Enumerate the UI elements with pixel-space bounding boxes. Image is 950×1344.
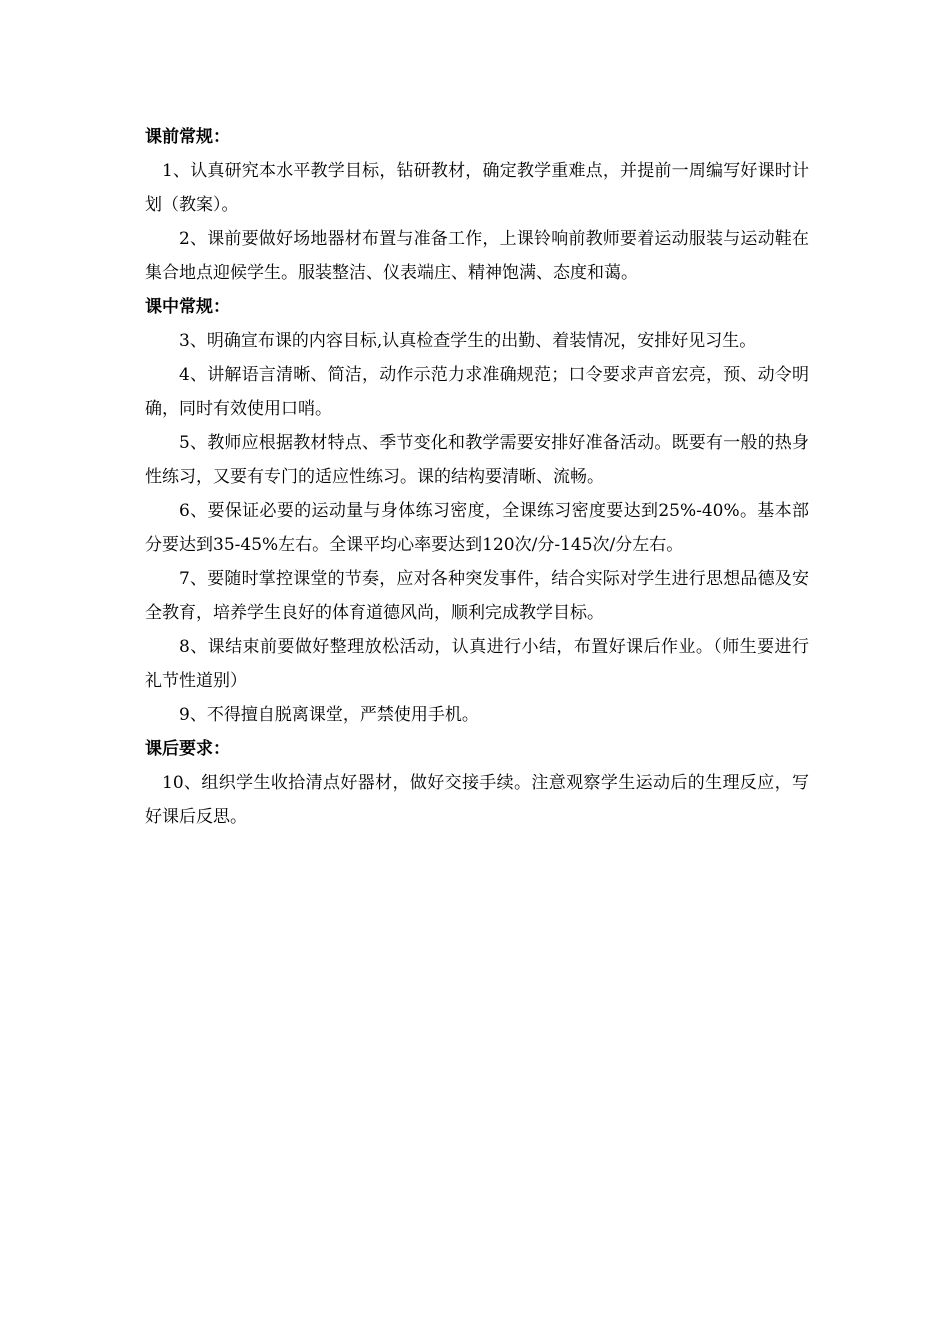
document-body [145, 120, 809, 834]
section-during-class [145, 290, 809, 732]
section-heading: 课前常规： [145, 127, 230, 147]
list-item: 3、明确宣布课的内容目标,认真检查学生的出勤、着装情况，安排好见习生。 [179, 331, 757, 351]
list-item: 5、教师应根据教材特点、季节变化和教学需要安排好准备活动。既要有一般的热身性练习，又要有专门的适应性练习。课的结构要清晰、流畅。 [145, 433, 809, 487]
section-after-class [145, 732, 809, 834]
list-item: 10、组织学生收拾清点好器材，做好交接手续。注意观察学生运动后的生理反应，写好课后反思。 [145, 773, 809, 827]
list-item: 6、要保证必要的运动量与身体练习密度，全课练习密度要达到25%-40%。基本部分要达到35-45%左右。全课平均心率要达到120次/分-145次/分左右。 [145, 501, 809, 555]
list-item: 9、不得擅自脱离课堂，严禁使用手机。 [179, 705, 479, 725]
list-item: 2、课前要做好场地器材布置与准备工作，上课铃响前教师要着运动服装与运动鞋在集合地点迎候学生。服装整洁、仪表端庄、精神饱满、态度和蔼。 [145, 229, 809, 283]
section-before-class [145, 120, 809, 290]
section-heading: 课中常规： [145, 297, 230, 317]
list-item: 8、课结束前要做好整理放松活动，认真进行小结，布置好课后作业。（师生要进行礼节性道别） [145, 637, 809, 691]
section-heading: 课后要求： [145, 739, 230, 759]
list-item: 1、认真研究本水平教学目标，钻研教材，确定教学重难点，并提前一周编写好课时计划（教案）。 [145, 161, 809, 215]
list-item: 7、要随时掌控课堂的节奏，应对各种突发事件，结合实际对学生进行思想品德及安全教育，培养学生良好的体育道德风尚，顺利完成教学目标。 [145, 569, 809, 623]
list-item: 4、讲解语言清晰、简洁，动作示范力求准确规范；口令要求声音宏亮，预、动令明确，同时有效使用口哨。 [145, 365, 809, 419]
